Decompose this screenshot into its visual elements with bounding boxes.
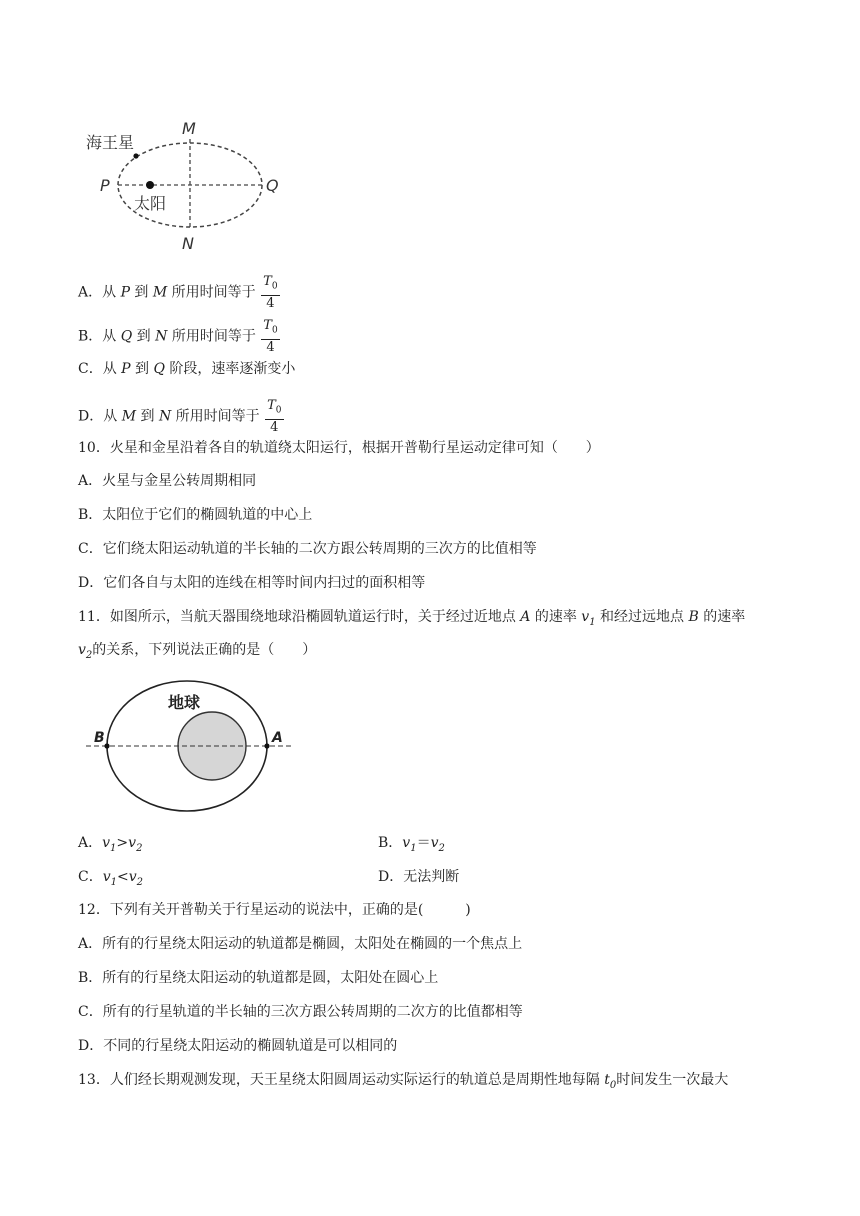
earth-label: 地球 [168,693,201,712]
q9-option-b: B．从 Q 到 N 所用时间等于 $\frac{T_0}{4}$ [78,318,278,355]
q12-stem: 12．下列有关开普勒关于行星运动的说法中，正确的是( ) [78,902,471,918]
point-N: N [182,234,194,253]
q11-option-d: D．无法判断 [378,869,460,885]
point-Q: Q [266,176,279,195]
q10-option-a: A．火星与金星公转周期相同 [78,473,257,489]
q11-option-b: B．$v_1=v_2$ [378,835,445,854]
point-P: P [100,176,110,195]
label-B: B [94,730,105,746]
q9-option-c: C．从 P 到 Q 阶段，速率逐渐变小 [78,361,296,377]
q11-stem-line1: 11．如图所示，当航天器围绕地球沿椭圆轨道运行时，关于经过近地点 A 的速率 $v_1$ 和经过远地点 B 的速率 [78,609,746,628]
q10-option-c: C．它们绕太阳运动轨道的半长轴的二次方跟公转周期的三次方的比值相等 [78,541,537,557]
neptune-orbit-figure [86,112,296,254]
q12-option-c: C．所有的行星轨道的半长轴的三次方跟公转周期的二次方的比值都相等 [78,1004,523,1020]
q11-stem-line2: $v_2$的关系，下列说法正确的是（ ） [78,642,317,661]
point-M: M [182,119,196,138]
q10-stem: 10．火星和金星沿着各自的轨道绕太阳运行，根据开普勒行星运动定律可知（ ） [78,440,600,456]
q12-option-a: A．所有的行星绕太阳运动的轨道都是椭圆，太阳处在椭圆的一个焦点上 [78,936,523,952]
q12-option-b: B．所有的行星绕太阳运动的轨道都是圆，太阳处在圆心上 [78,970,439,986]
q11-option-c: C．$v_1<v_2$ [78,869,144,888]
sun-dot [146,181,154,189]
point-a-dot [264,743,269,748]
fraction-t0-over-4: $\frac{T_0}{4}$ [263,318,278,355]
earth-orbit-figure [84,676,300,814]
q12-option-d: D．不同的行星绕太阳运动的椭圆轨道是可以相同的 [78,1038,398,1054]
label-A: A [272,730,283,746]
q13-stem: 13．人们经长期观测发现，天王星绕太阳圆周运动实际运行的轨道总是周期性地每隔 $t_0$时间发生一次最大 [78,1072,729,1091]
point-b-dot [104,743,109,748]
neptune-label: 海王星 [86,133,135,152]
q11-option-a: A．$v_1>v_2$ [78,835,143,854]
q9-option-a: A．从 P 到 M 所用时间等于 $\frac{T_0}{4}$ [78,274,278,311]
neptune-dot [133,153,138,158]
q10-option-b: B．太阳位于它们的椭圆轨道的中心上 [78,507,313,523]
fraction-t0-over-4: $\frac{T_0}{4}$ [263,274,278,311]
fraction-t0-over-4: $\frac{T_0}{4}$ [267,398,282,435]
sun-label: 太阳 [134,194,167,213]
earth-circle [178,712,246,780]
q10-option-d: D．它们各自与太阳的连线在相等时间内扫过的面积相等 [78,575,426,591]
q9-option-d: D．从 M 到 N 所用时间等于 $\frac{T_0}{4}$ [78,398,282,435]
